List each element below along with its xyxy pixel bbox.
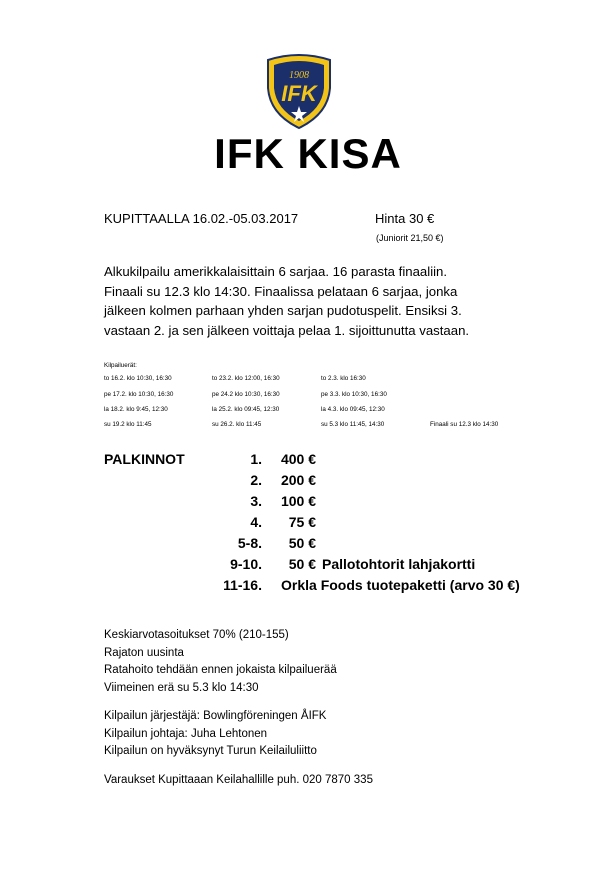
prizes-label: PALKINNOT bbox=[104, 451, 185, 467]
svg-text:IFK: IFK bbox=[281, 81, 317, 106]
organizer-line: Kilpailun on hyväksynyt Turun Keilailuliitto bbox=[104, 745, 317, 757]
organizers-block bbox=[104, 708, 326, 761]
price: Hinta 30 € bbox=[375, 211, 435, 226]
squad-item: su 19.2 klo 11:45 bbox=[104, 421, 152, 428]
squad-item: pe 24.2 klo 10:30, 16:30 bbox=[212, 391, 280, 398]
squad-item: pe 17.2. klo 10:30, 16:30 bbox=[104, 391, 174, 398]
prize-extra: Pallotohtorit lahjakortti bbox=[322, 556, 476, 572]
prize-amount: 400 € bbox=[280, 451, 316, 467]
prize-rank: 1. bbox=[250, 451, 262, 467]
organizer-line: Kilpailun johtaja: Juha Lehtonen bbox=[104, 727, 268, 740]
rule-line: Viimeinen erä su 5.3 klo 14:30 bbox=[104, 681, 259, 694]
prize-extra: Orkla Foods tuotepaketti (arvo 30 €) bbox=[281, 577, 520, 593]
svg-text:1908: 1908 bbox=[289, 70, 309, 81]
rules-block bbox=[104, 627, 337, 697]
squad-final: Finaali su 12.3 klo 14:30 bbox=[430, 421, 499, 428]
squad-item: pe 3.3. klo 10:30, 16:30 bbox=[321, 391, 387, 398]
rule-line: Ratahoito tehdään ennen jokaista kilpailuerää bbox=[104, 664, 337, 676]
squad-item: la 4.3. klo 09:45, 12:30 bbox=[321, 406, 385, 413]
prize-rank: 3. bbox=[250, 493, 262, 509]
squad-item: to 16.2. klo 10:30, 16:30 bbox=[104, 375, 172, 382]
rule-line: Keskiarvotasoitukset 70% (210-155) bbox=[104, 629, 289, 641]
description-line: jälkeen kolmen parhaan yhden sarjan pudotuspelit. Ensiksi 3. bbox=[104, 303, 462, 318]
description-line: Alkukilpailu amerikkalaisittain 6 sarjaa. 16 parasta finaaliin. bbox=[104, 264, 448, 279]
prize-rank: 11-16. bbox=[223, 577, 262, 593]
prize-rank: 9-10. bbox=[230, 556, 262, 572]
prize-amount: 200 € bbox=[280, 472, 316, 488]
description-line: vastaan 2. ja sen jälkeen voittaja pelaa 1. sijoittunutta vastaan. bbox=[104, 322, 470, 338]
squad-item: su 5.3 klo 11:45, 14:30 bbox=[321, 421, 385, 428]
ifk-logo bbox=[264, 54, 334, 130]
prize-rank: 4. bbox=[250, 514, 262, 530]
prize-rank: 2. bbox=[250, 472, 262, 488]
squad-item: to 2.3. klo 16:30 bbox=[321, 375, 366, 382]
prize-amount: 50 € bbox=[288, 556, 316, 572]
location-dates: KUPITTAALLA 16.02.-05.03.2017 bbox=[104, 211, 299, 226]
prize-amount: 50 € bbox=[288, 535, 316, 551]
squads-label: Kilpailuerät: bbox=[104, 362, 137, 369]
prize-rank: 5-8. bbox=[237, 535, 262, 551]
booking-info: Varaukset Kupittaaan Keilahallille puh. 020 7870 335 bbox=[104, 774, 373, 786]
price-juniors: (Juniorit 21,50 €) bbox=[376, 233, 444, 243]
prize-amount: 75 € bbox=[288, 514, 316, 530]
description-line: Finaali su 12.3 klo 14:30. Finaalissa pelataan 6 sarjaa, jonka bbox=[104, 283, 458, 299]
squad-item: to 23.2. klo 12:00, 16:30 bbox=[212, 375, 280, 382]
rule-line: Rajaton uusinta bbox=[104, 646, 184, 659]
organizer-line: Kilpailun järjestäjä: Bowlingföreningen ÅIFK bbox=[104, 710, 327, 722]
page-title: IFK KISA bbox=[214, 130, 402, 177]
squad-item: la 18.2. klo 9:45, 12:30 bbox=[104, 406, 168, 413]
prize-amount: 100 € bbox=[280, 493, 316, 509]
squad-item: la 25.2. klo 09:45, 12:30 bbox=[212, 406, 280, 413]
description bbox=[104, 262, 469, 340]
squad-item: su 26.2. klo 11:45 bbox=[212, 421, 262, 428]
